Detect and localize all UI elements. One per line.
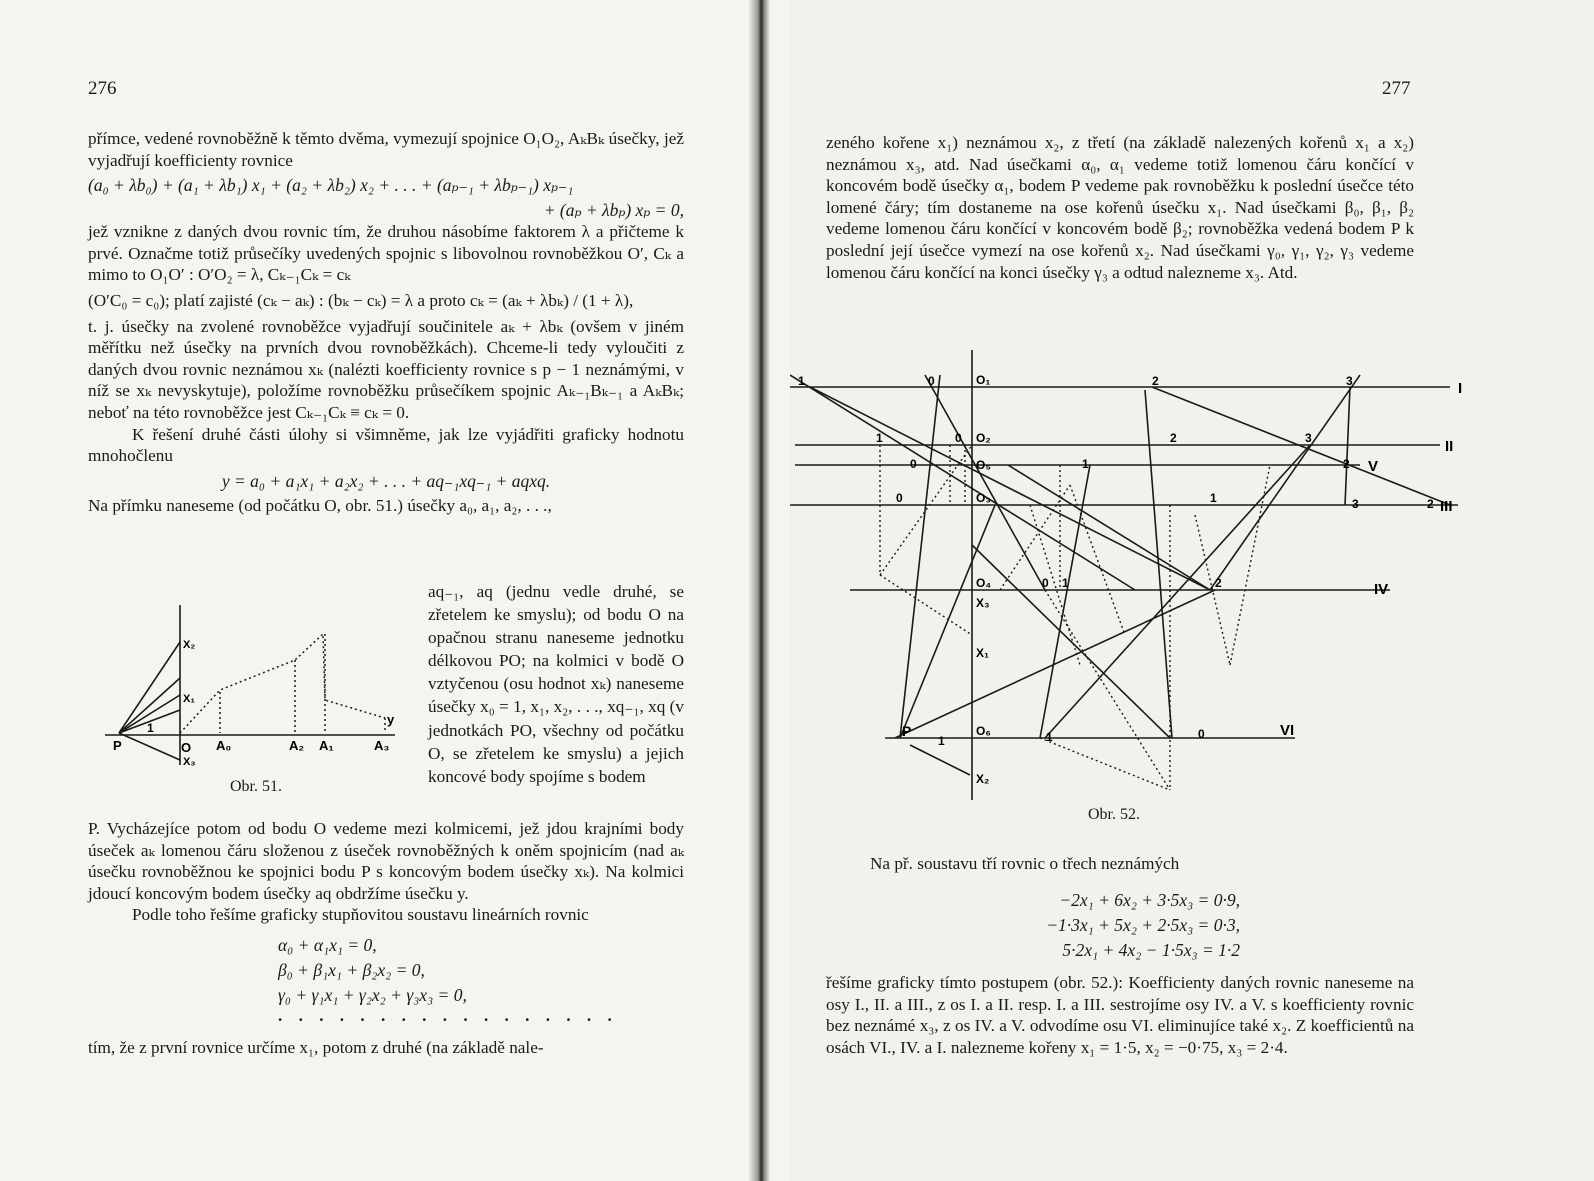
right-paragraph-3: řešíme graficky tímto postupem (obr. 52.): Koefficienty daných rovnic naneseme na osy I., II. a III., z os I. a II. resp. I. a III. sestrojíme osy IV. a V. s koefficienty rovnic bez neznámé x₃, z os IV. a V. odvodíme osu VI. eliminujíce také x₂. Z koefficientů na osách VI., IV. a I. nalezneme kořeny x₁ = 1·5, x₂ = −0·75, x₃ = 2·4. xyxy=(826,973,1414,1057)
left-paragraph-1: přímce, vedené rovnoběžně k těmto dvěma, vymezují spojnice O₁O₂, AₖBₖ úsečky, jež vyjadřují koefficienty rovnice xyxy=(88,129,684,170)
left-paragraph-8: P. Vycházejíce potom od bodu O vedeme mezi kolmicemi, jež jdou krajními body úseček aₖ lomenou čáru složenou z úseček rovnoběžných k oněm spojnicím (nad aₖ úsečku rovnoběžnou ke spojnici bodu P s koncovým bodem úsečky xₖ). Na kolmici jdoucí koncovým bodem úsečky aq obdržíme úsečku y. xyxy=(88,819,684,903)
fig52-label-VI-0: 0 xyxy=(1198,727,1205,741)
fig52-line-f xyxy=(1210,375,1360,590)
system-dots: . . . . . . . . . . . . . . . . . xyxy=(278,1005,618,1025)
fig51-label-A3: A₃ xyxy=(374,738,390,753)
fig52-label-I: I xyxy=(1458,380,1463,397)
left-system xyxy=(278,934,684,1023)
left-equation-1b: + (aₚ + λbₚ) xₚ = 0, xyxy=(543,200,684,221)
fig52-label-III: III xyxy=(1440,498,1453,515)
page-number-left: 276 xyxy=(88,78,117,99)
fig51-label-P: P xyxy=(113,738,122,753)
fig52-dot-12 xyxy=(1070,485,1125,635)
fig52-line-d xyxy=(1152,387,1450,505)
system-row-1: α₀ + α₁x₁ = 0, xyxy=(278,934,377,955)
fig52-label-VI-1b: 1 xyxy=(1046,730,1053,744)
right-paragraph-1: zeného kořene x₁) neznámou x₂, z třetí (na základě nalezených kořenů x₁ a x₂) neznámou x₃, atd. Nad úsečkami α₀, α₁ vedeme totiž lomenou čáru končící v koncovém bodě úsečky α₁, bodem P vedeme pak rovnoběžku k poslední úsečce této lomené čáry; tím dostaneme na ose kořenů úsečku x₁. Nad úsečkami β₀, β₁, β₂ vedeme lomenou čáru končící v koncovém bodě β₂; rovnoběžka vedená bodem P k poslední její úsečce vymezí na ose kořenů x₂. Nad úsečkami γ₀, γ₁, γ₂, γ₃ vedeme lomenou čáru končící na konci úsečky γ₃ a odtud nalezneme x₃. Atd. xyxy=(826,133,1414,282)
fig52-line-b xyxy=(810,387,1210,590)
fig52-label-III-1: 1 xyxy=(1210,491,1217,505)
left-paragraph-9: Podle toho řešíme graficky stupňovitou soustavu lineárních rovnic xyxy=(132,905,589,925)
fig52-label-III-2: 2 xyxy=(1427,497,1434,511)
left-paragraph-4: t. j. úsečky na zvolené rovnoběžce vyjadřují součinitele aₖ + λbₖ (ovšem v jiném měřítku než úsečky na prvních dvou rovnoběžkách). Chceme-li tedy vyloučiti z daných dvou rovnic neznámou xₖ (nalézti koefficienty rovnice s p − 1 neznámými, v níž se xₖ nevyskytuje), položíme rovnoběžku průsečíkem spojnic Aₖ₋₁Bₖ₋₁ a AₖBₖ; neboť na této rovnoběžce jest Cₖ₋₁Cₖ ≡ cₖ = 0. xyxy=(88,316,684,422)
fig52-line-k xyxy=(900,375,940,738)
fig51-ray-x2 xyxy=(119,642,180,733)
left-page xyxy=(0,0,790,1181)
fig52-label-II-2: 2 xyxy=(1170,431,1177,445)
left-paragraph-6: Na přímku naneseme (od počátku O, obr. 51.) úsečky a₀, a₁, a₂, . . ., xyxy=(88,495,552,515)
fig51-label-A0: A₀ xyxy=(216,738,232,753)
fig52-dot-14 xyxy=(1040,738,1170,790)
fig52-label-O3: O₃ xyxy=(976,491,991,505)
fig52-label-x3: X₃ xyxy=(976,596,990,610)
fig52-label-O6: O₆ xyxy=(976,724,991,738)
fig52-label-VI-1a: 1 xyxy=(938,734,945,748)
system-row-2: β₀ + β₁x₁ + β₂x₂ = 0, xyxy=(278,959,425,980)
fig52-label-I-0: 0 xyxy=(928,374,935,388)
fig51-label-one: 1 xyxy=(147,721,154,735)
page-number-right: 277 xyxy=(1382,78,1411,99)
fig52-line-j xyxy=(900,505,995,738)
right-equation-a: −2x₁ + 6x₂ + 3·5x₃ = 0·9, xyxy=(1059,890,1240,910)
fig52-label-III-3: 3 xyxy=(1352,497,1359,511)
fig51-label-x3: X₃ xyxy=(183,756,196,768)
fig52-line-l xyxy=(1045,445,1310,738)
fig52-label-I-2: 2 xyxy=(1152,374,1159,388)
fig52-label-V-2: 2 xyxy=(1343,457,1350,471)
fig51-label-A2: A₂ xyxy=(289,738,305,753)
fig52-label-V: V xyxy=(1368,458,1379,475)
left-text-top xyxy=(88,128,684,516)
fig52-label-x1: X₁ xyxy=(976,646,989,660)
fig51-label-O: O xyxy=(181,740,192,755)
fig52-dot-13 xyxy=(1030,505,1080,665)
fig52-label-P: P xyxy=(902,723,912,739)
fig52-label-II-3: 3 xyxy=(1305,431,1312,445)
system-row-3: γ₀ + γ₁x₁ + γ₂x₂ + γ₃x₃ = 0, xyxy=(278,984,467,1005)
fig52-line-g xyxy=(1345,387,1350,505)
fig52-label-I-1: 1 xyxy=(798,374,805,388)
figure-52 xyxy=(790,345,1470,815)
fig51-label-A1: A₁ xyxy=(319,738,334,753)
fig52-label-IV-2: 2 xyxy=(1215,576,1222,590)
left-paragraph-2: jež vznikne z daných dvou rovnic tím, že druhou násobíme faktorem λ a přičteme k prvé. Označme totiž průsečíky uvedených spojnic s libovolnou rovnoběžkou O′, Cₖ a mimo to O₁O′ : O′O₂ = λ, Cₖ₋₁Cₖ = cₖ xyxy=(88,222,684,285)
right-equation-b: −1·3x₁ + 5x₂ + 2·5x₃ = 0·3, xyxy=(1046,915,1240,935)
fig52-label-O2: O₂ xyxy=(976,431,991,445)
left-paragraph-3: (O′C₀ = c₀); platí zajisté (cₖ − aₖ) : (bₖ − cₖ) = λ a proto cₖ = (aₖ + λbₖ) / (1 + λ), xyxy=(88,290,634,310)
left-equation-1a: (a₀ + λb₀) + (a₁ + λb₁) x₁ + (a₂ + λb₂) x₂ + . . . + (aₚ₋₁ + λbₚ₋₁) xₚ₋₁ xyxy=(88,175,574,196)
fig52-label-IV-0: 0 xyxy=(1042,576,1049,590)
figure-51-caption: Obr. 51. xyxy=(230,778,282,795)
fig51-label-x2: X₂ xyxy=(183,639,196,651)
figure-52-caption: Obr. 52. xyxy=(1088,806,1140,823)
fig52-label-II: II xyxy=(1445,438,1454,455)
fig52-label-V-1: 1 xyxy=(1082,457,1089,471)
book-spine xyxy=(748,0,770,1181)
right-paragraph-2: Na př. soustavu tří rovnic o třech neznámých xyxy=(870,854,1180,873)
right-equation-c: 5·2x₁ + 4x₂ − 1·5x₃ = 1·2 xyxy=(1062,940,1240,960)
fig52-dot-3 xyxy=(880,575,972,635)
fig52-label-x2: X₂ xyxy=(976,772,990,786)
right-equation-system xyxy=(980,886,1240,964)
right-page xyxy=(790,0,1594,1181)
fig52-line-o xyxy=(1008,465,1210,590)
figure-51 xyxy=(95,600,415,800)
left-paragraph-5: K řešení druhé části úlohy si všimněme, jak lze vyjádřiti graficky hodnotu mnohočlenu xyxy=(88,424,684,466)
left-paragraph-10: tím, že z první rovnice určíme x₁, potom z druhé (na základě nale- xyxy=(88,1037,544,1057)
fig52-line-n xyxy=(910,745,970,775)
fig52-label-II-0: 0 xyxy=(955,431,962,445)
fig52-label-III-0: 0 xyxy=(896,491,903,505)
left-text-bottom xyxy=(88,818,684,1059)
fig51-ray-x3 xyxy=(119,733,180,760)
fig52-label-I-3: 3 xyxy=(1346,374,1353,388)
fig52-label-IV: IV xyxy=(1374,581,1389,598)
fig52-label-VI: VI xyxy=(1280,722,1295,739)
fig52-label-O5: O₅ xyxy=(976,458,991,472)
left-paragraph-7: aq₋₁, aq (jednu vedle druhé, se zřetelem ke smyslu); od bodu O na opačnou stranu naneseme jednotku délkovou PO; na kolmici v bodě O vztyčenou (osu hodnot xₖ) naneseme úsečky x₀ = 1, x₁, x₂, . . ., xq₋₁, xq (v jednotkách PO, všechny od počátku O, se zřetelem ke smyslu) a jejich koncové body spojíme s bodem xyxy=(428,582,684,786)
fig52-label-IV-1: 1 xyxy=(1062,576,1069,590)
fig52-label-II-1: 1 xyxy=(876,431,883,445)
left-equation-2: y = a₀ + a₁x₁ + a₂x₂ + . . . + aq₋₁xq₋₁ + aqxq. xyxy=(221,470,551,491)
fig51-label-y: y xyxy=(387,712,395,727)
fig51-broken-line xyxy=(180,634,385,733)
fig52-label-O4: O₄ xyxy=(976,576,992,590)
fig52-line-a xyxy=(790,375,1135,590)
fig51-label-x1: X₁ xyxy=(183,693,195,705)
fig52-label-V-0: 0 xyxy=(910,457,917,471)
fig52-label-O1: O₁ xyxy=(976,373,991,387)
